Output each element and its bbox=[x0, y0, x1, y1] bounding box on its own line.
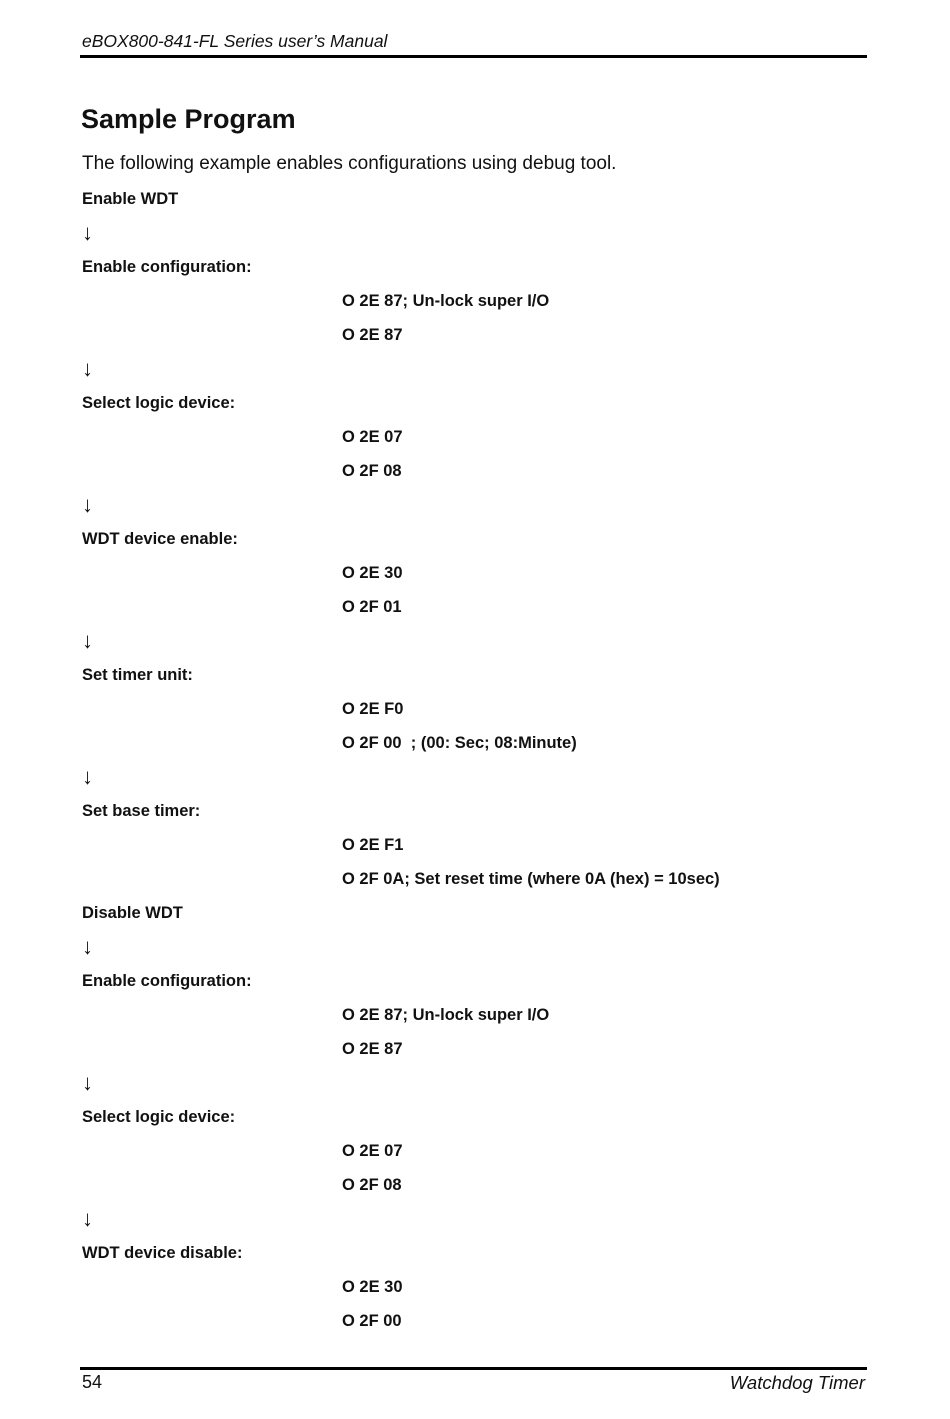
command-line: O 2E F1 bbox=[342, 836, 404, 854]
footer-rule bbox=[80, 1367, 867, 1370]
step-label: Select logic device: bbox=[82, 394, 236, 412]
step-label: Enable configuration: bbox=[82, 258, 252, 276]
down-arrow-icon: ↓ bbox=[82, 220, 93, 245]
header-rule bbox=[80, 55, 867, 58]
command-line: O 2E 87 bbox=[342, 326, 403, 344]
step-label: Set timer unit: bbox=[82, 666, 193, 684]
step-label: Set base timer: bbox=[82, 802, 201, 820]
step-label: Select logic device: bbox=[82, 1108, 236, 1126]
command-line: O 2F 08 bbox=[342, 462, 402, 480]
down-arrow-icon: ↓ bbox=[82, 356, 93, 381]
step-label: Enable WDT bbox=[82, 190, 179, 208]
step-label: Disable WDT bbox=[82, 904, 183, 922]
page-number: 54 bbox=[82, 1372, 103, 1392]
page-title: Sample Program bbox=[81, 104, 296, 134]
command-line: O 2F 01 bbox=[342, 598, 402, 616]
command-line: O 2E 87 bbox=[342, 1040, 403, 1058]
down-arrow-icon: ↓ bbox=[82, 934, 93, 959]
down-arrow-icon: ↓ bbox=[82, 764, 93, 789]
footer-section-title: Watchdog Timer bbox=[729, 1372, 865, 1393]
command-line: O 2F 08 bbox=[342, 1176, 402, 1194]
step-label: Enable configuration: bbox=[82, 972, 252, 990]
command-line: O 2E F0 bbox=[342, 700, 404, 718]
step-label: WDT device disable: bbox=[82, 1244, 243, 1262]
command-line: O 2E 87; Un-lock super I/O bbox=[342, 1006, 550, 1024]
step-label: WDT device enable: bbox=[82, 530, 238, 548]
command-line: O 2E 07 bbox=[342, 1142, 403, 1160]
down-arrow-icon: ↓ bbox=[82, 1070, 93, 1095]
procedure-steps bbox=[82, 185, 872, 1341]
command-line: O 2E 07 bbox=[342, 428, 403, 446]
down-arrow-icon: ↓ bbox=[82, 492, 93, 517]
down-arrow-icon: ↓ bbox=[82, 1206, 93, 1231]
command-line: O 2E 30 bbox=[342, 1278, 403, 1296]
running-header-title: eBOX800-841-FL Series user’s Manual bbox=[82, 31, 388, 51]
command-line: O 2E 30 bbox=[342, 564, 403, 582]
down-arrow-icon: ↓ bbox=[82, 628, 93, 653]
command-line: O 2E 87; Un-lock super I/O bbox=[342, 292, 550, 310]
command-line: O 2F 00 bbox=[342, 1312, 402, 1330]
intro-paragraph: The following example enables configurations using debug tool. bbox=[82, 153, 617, 174]
command-line: O 2F 00 ; (00: Sec; 08:Minute) bbox=[342, 734, 577, 752]
command-line: O 2F 0A; Set reset time (where 0A (hex) = 10sec) bbox=[342, 870, 720, 888]
